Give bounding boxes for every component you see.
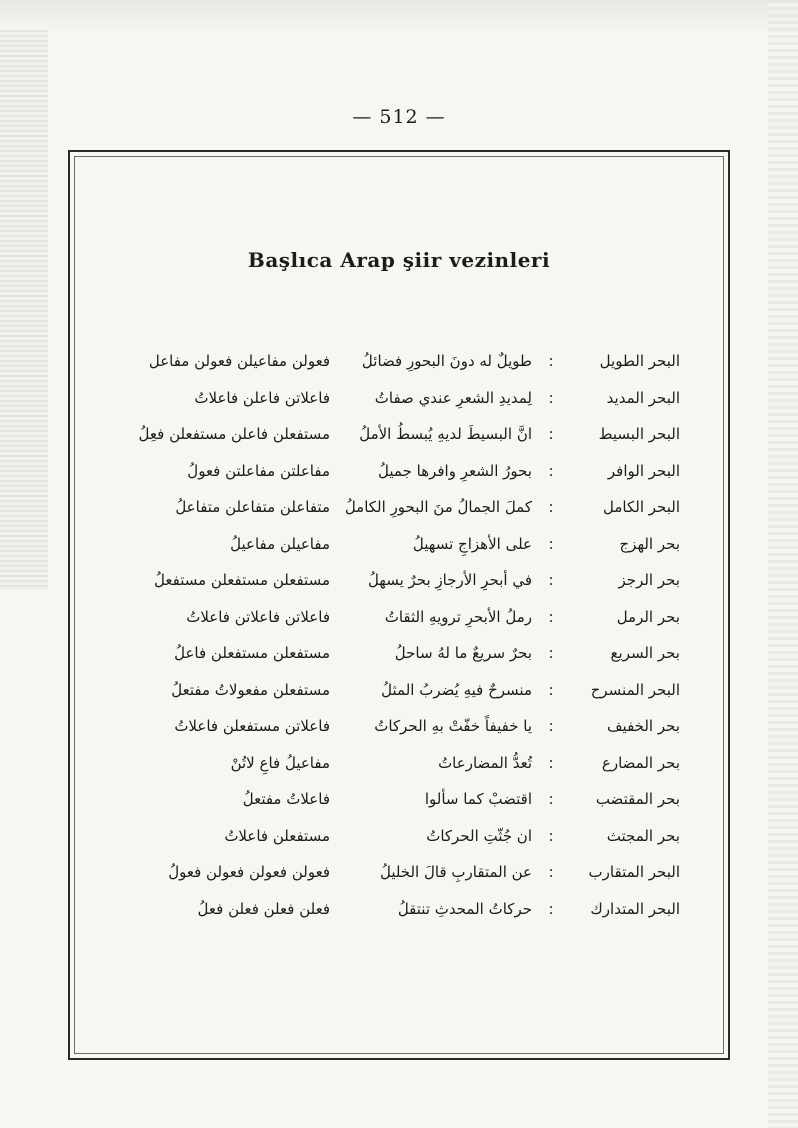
meter-verse: رملُ الأبحرِ ترويهِ الثقاتُ — [384, 607, 532, 626]
meter-pattern: فعولن فعولن فعولن فعولُ — [168, 863, 330, 881]
meter-row-munsarih — [110, 675, 680, 712]
meter-name: بحر الهزج — [619, 534, 680, 553]
meter-row-madid — [110, 383, 680, 420]
meter-pattern: فاعلاتن مستفعلن فاعلاتُ — [174, 717, 330, 735]
meter-verse: تُعدُّ المضارعاتُ — [438, 753, 532, 772]
meter-list — [110, 346, 680, 930]
meter-separator: : — [548, 644, 554, 662]
scan-shadow-top — [0, 0, 798, 34]
meter-pattern: مستفعلن فاعلن مستفعلن فعِلُ — [138, 425, 330, 443]
meter-separator: : — [548, 790, 554, 808]
meter-pattern: مستفعلن مستفعلن مستفعلُ — [154, 571, 330, 589]
meter-pattern: فاعلاتن فاعلن فاعلاتُ — [194, 388, 330, 407]
meter-pattern: مستفعلن مفعولاتُ مفتعلُ — [171, 680, 330, 699]
meter-row-sari — [110, 638, 680, 675]
meter-verse: حركاتُ المحدثِ تنتقلُ — [397, 899, 532, 918]
meter-row-basit — [110, 419, 680, 456]
meter-verse: ان جُثّتِ الحركاتُ — [426, 826, 532, 845]
meter-verse: بحرٌ سريعٌ ما لهُ ساحلُ — [394, 644, 532, 662]
meter-pattern: مستفعلن مستفعلن فاعلُ — [174, 644, 330, 662]
meter-pattern: فعولن مفاعيلن فعولن مفاعل — [148, 352, 330, 370]
meter-name: بحر الرجز — [618, 571, 680, 589]
meter-name: البحر الوافر — [607, 461, 680, 480]
meter-pattern: فاعلاتُ مفتعلُ — [242, 790, 330, 808]
meter-name: بحر المقتضب — [595, 790, 680, 808]
meter-separator: : — [548, 753, 554, 772]
meter-row-rajaz — [110, 565, 680, 602]
meter-separator: : — [548, 534, 554, 553]
meter-separator: : — [548, 607, 554, 626]
meter-separator: : — [548, 717, 554, 735]
meter-separator: : — [548, 425, 554, 443]
meter-verse: اقتضبْ كما سألوا — [424, 790, 532, 808]
meter-verse: يا خفيفاً خفّتْ بهِ الحركاتُ — [374, 717, 532, 735]
meter-name: بحر المجتث — [606, 826, 680, 845]
page-title: Başlıca Arap şiir vezinleri — [247, 248, 551, 272]
meter-verse: كملَ الجمالُ منَ البحورِ الكاملُ — [344, 498, 532, 516]
meter-row-ramal — [110, 602, 680, 639]
meter-separator: : — [548, 863, 554, 881]
meter-separator: : — [548, 352, 554, 370]
meter-verse: طويلٌ له دونَ البحورِ فضائلُ — [361, 352, 532, 370]
meter-row-mujtath — [110, 821, 680, 858]
meter-verse: انَّ البسيطَ لديهِ يُبسطُ الأملُ — [359, 425, 532, 443]
meter-separator: : — [548, 388, 554, 407]
meter-row-kamil — [110, 492, 680, 529]
meter-separator: : — [548, 680, 554, 699]
meter-row-wafir — [110, 456, 680, 493]
meter-pattern: مفاعيلن مفاعيلُ — [230, 534, 330, 553]
meter-name: البحر المديد — [606, 388, 680, 407]
meter-row-mutadarik — [110, 894, 680, 931]
meter-row-mutaqarib — [110, 857, 680, 894]
meter-separator: : — [548, 498, 554, 516]
meter-verse: منسرحٌ فيهِ يُضربُ المثلُ — [381, 680, 532, 699]
meter-pattern: فاعلاتن فاعلاتن فاعلاتُ — [186, 607, 330, 626]
meter-verse: لِمديدِ الشعرِ عندي صفاتُ — [374, 388, 532, 407]
meter-row-muqtadab — [110, 784, 680, 821]
scan-shadow-right — [768, 0, 798, 1128]
meter-name: البحر الطويل — [599, 352, 680, 370]
meter-verse: على الأهزاجِ تسهيلُ — [412, 534, 532, 553]
meter-name: بحر المضارع — [601, 753, 680, 772]
meter-verse: في أبحرِ الأرجازِ بحرٌ يسهلُ — [367, 571, 532, 589]
meter-pattern: مستفعلن فاعلاتُ — [224, 826, 330, 845]
meter-row-mudari — [110, 748, 680, 785]
meter-separator: : — [548, 461, 554, 480]
meter-separator: : — [548, 571, 554, 589]
meter-verse: عن المتقاربِ قالَ الخليلُ — [379, 863, 532, 881]
meter-pattern: متفاعلن متفاعلن متفاعلُ — [175, 498, 330, 516]
meter-name: البحر المتقارب — [588, 863, 680, 881]
meter-row-tawil — [110, 346, 680, 383]
meter-name: البحر البسيط — [598, 425, 680, 443]
meter-separator: : — [548, 899, 554, 918]
meter-separator: : — [548, 826, 554, 845]
meter-pattern: فعلن فعلن فعلن فعلُ — [197, 899, 330, 918]
page-number: — 512 — — [352, 106, 446, 128]
meter-row-khafif — [110, 711, 680, 748]
meter-verse: بحورُ الشعرِ وافرها جميلُ — [378, 461, 532, 480]
meter-row-hazaj — [110, 529, 680, 566]
meter-pattern: مفاعيلُ فاعِ لاتُنْ — [230, 753, 330, 772]
meter-name: بحر السريع — [610, 644, 680, 662]
meter-pattern: مفاعلتن مفاعلتن فعولُ — [187, 461, 330, 480]
meter-name: بحر الخفيف — [607, 717, 680, 735]
meter-name: البحر المنسرح — [590, 680, 680, 699]
meter-name: البحر الكامل — [603, 498, 680, 516]
meter-name: بحر الرمل — [616, 607, 680, 626]
meter-name: البحر المتدارك — [590, 899, 680, 918]
